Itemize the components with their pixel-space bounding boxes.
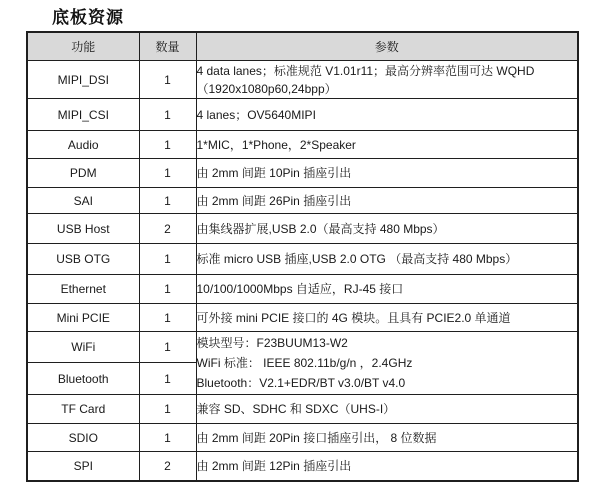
params-line: 标准 micro USB 插座,USB 2.0 OTG （最高支持 480 Mbps）: [196, 252, 518, 266]
table-row-mipi-dsi: [27, 61, 578, 99]
params-line: 10/100/1000Mbps 自适应，RJ-45 接口: [196, 282, 404, 296]
function-cell: SPI: [27, 452, 139, 482]
function-cell: USB OTG: [27, 244, 139, 275]
qty-cell: 1: [139, 275, 196, 304]
params-line: 由 2mm 间距 20Pin 接口插座引出， 8 位数据: [196, 430, 437, 445]
qty-cell: 1: [139, 131, 196, 159]
params-cell: [196, 159, 578, 188]
function-cell: SAI: [27, 188, 139, 214]
qty-cell: 1: [139, 99, 196, 131]
params-cell: [196, 61, 578, 99]
function-cell: Audio: [27, 131, 139, 159]
params-line: 由集线器扩展,USB 2.0（最高支持 480 Mbps）: [196, 221, 445, 236]
function-cell: PDM: [27, 159, 139, 188]
qty-cell: 1: [139, 304, 196, 332]
table-row-audio: [27, 131, 578, 159]
function-cell: WiFi: [27, 332, 139, 363]
params-line: 模块型号：F23BUUM13-W2: [196, 336, 348, 350]
col-header-function: 功能: [27, 32, 139, 61]
params-cell: [196, 244, 578, 275]
params-cell: [196, 275, 578, 304]
table-row-mini-pcie: [27, 304, 578, 332]
params-cell: [196, 188, 578, 214]
params-line: 由 2mm 间距 26Pin 插座引出: [196, 193, 352, 208]
params-cell: [196, 395, 578, 424]
function-cell: USB Host: [27, 214, 139, 244]
params-line: 由 2mm 间距 10Pin 插座引出: [196, 166, 352, 180]
col-header-quantity: 数量: [139, 32, 196, 61]
function-cell: MIPI_CSI: [27, 99, 139, 131]
params-line: 1*MIC，1*Phone，2*Speaker: [196, 137, 356, 152]
page-title: 底板资源: [52, 8, 124, 27]
params-cell: [196, 131, 578, 159]
params-cell-wifi-bluetooth: [196, 332, 578, 395]
params-line: 可外接 mini PCIE 接口的 4G 模块。且具有 PCIE2.0 单通道: [196, 310, 511, 325]
params-line: WiFi 标准： IEEE 802.11b/g/n ，2.4GHz: [196, 356, 413, 370]
spec-table: [26, 31, 579, 482]
table-row-usb-host: [27, 214, 578, 244]
params-cell: [196, 424, 578, 452]
params-line: （1920x1080p60,24bpp）: [196, 81, 337, 96]
qty-cell: 2: [139, 452, 196, 482]
params-cell: [196, 214, 578, 244]
table-row-tf-card: [27, 395, 578, 424]
params-line: 4 lanes；OV5640MIPI: [196, 107, 316, 122]
qty-cell: 2: [139, 214, 196, 244]
table-row-mipi-csi: [27, 99, 578, 131]
params-cell: [196, 99, 578, 131]
params-cell: [196, 452, 578, 482]
qty-cell: 1: [139, 188, 196, 214]
qty-cell: 1: [139, 244, 196, 275]
table-row-usb-otg: [27, 244, 578, 275]
table-row-ethernet: [27, 275, 578, 304]
qty-cell: 1: [139, 363, 196, 395]
table-header-row: [27, 32, 578, 61]
params-line: 由 2mm 间距 12Pin 插座引出: [196, 459, 352, 473]
function-cell: Ethernet: [27, 275, 139, 304]
qty-cell: 1: [139, 332, 196, 363]
table-row-wifi: [27, 332, 578, 363]
table-row-spi: [27, 452, 578, 482]
qty-cell: 1: [139, 424, 196, 452]
params-cell: [196, 304, 578, 332]
params-line: Bluetooth：V2.1+EDR/BT v3.0/BT v4.0: [196, 376, 406, 390]
function-cell: SDIO: [27, 424, 139, 452]
function-cell: MIPI_DSI: [27, 61, 139, 99]
params-line: 4 data lanes；标准规范 V1.01r11；最高分辨率范围可达 WQHD: [196, 63, 535, 78]
table-row-sai: [27, 188, 578, 214]
col-header-parameters: 参数: [196, 32, 578, 61]
params-line: 兼容 SD、SDHC 和 SDXC（UHS-I）: [196, 402, 396, 416]
table-row-sdio: [27, 424, 578, 452]
qty-cell: 1: [139, 61, 196, 99]
table-row-pdm: [27, 159, 578, 188]
function-cell: Bluetooth: [27, 363, 139, 395]
qty-cell: 1: [139, 395, 196, 424]
qty-cell: 1: [139, 159, 196, 188]
function-cell: Mini PCIE: [27, 304, 139, 332]
function-cell: TF Card: [27, 395, 139, 424]
